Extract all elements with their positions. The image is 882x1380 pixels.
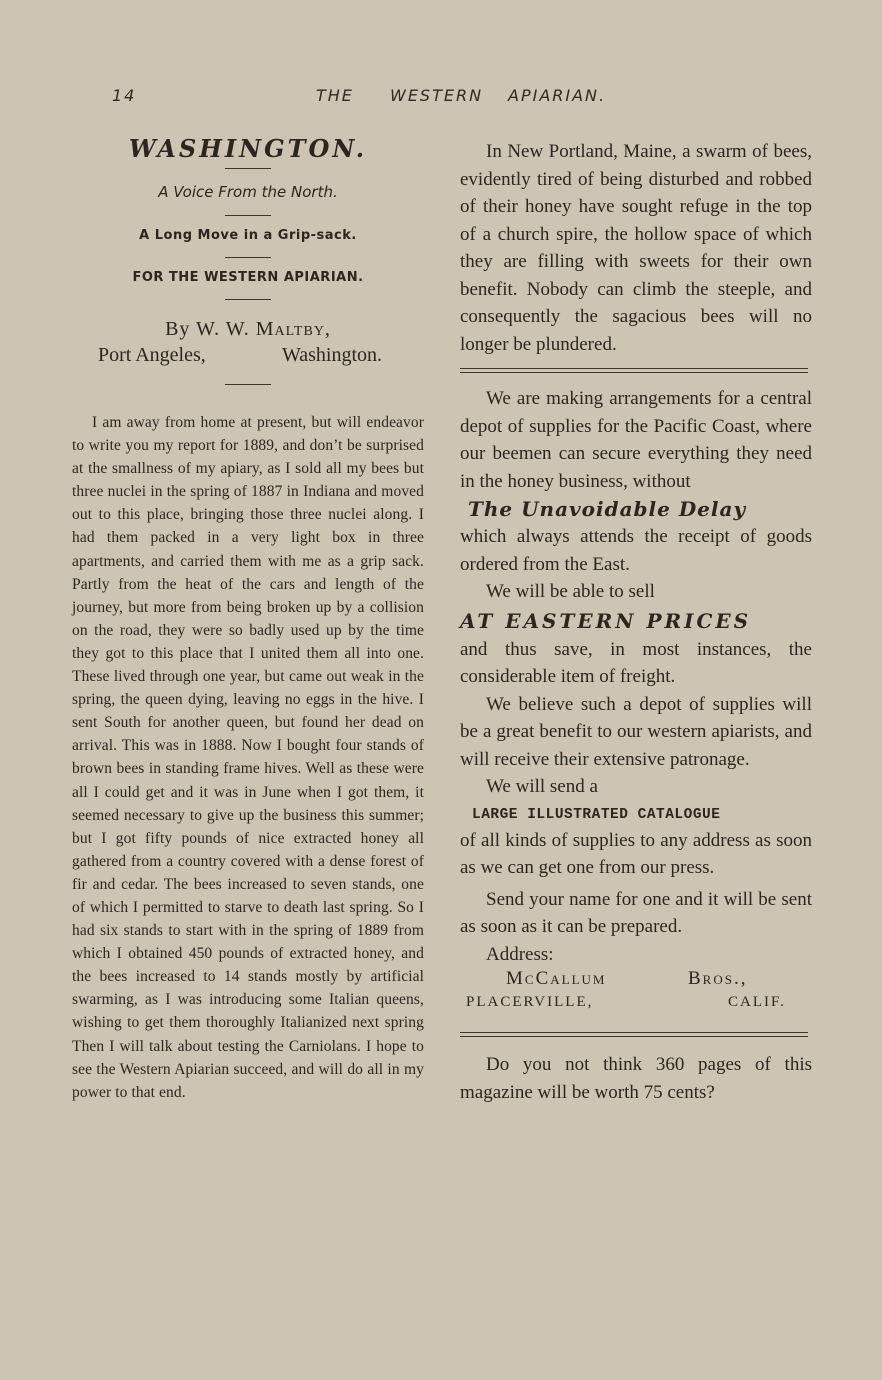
- ad-address-label: Address:: [486, 943, 554, 965]
- right-column: [460, 138, 812, 1106]
- ad-paragraph: of all kinds of supplies to any address as soon as we can get one from our press.: [460, 829, 812, 878]
- article-subhead: A Long Move in a Grip-sack.: [139, 228, 357, 243]
- article-title: WASHINGTON.: [128, 134, 368, 163]
- ad-display-line: AT EASTERN PRICES: [460, 608, 752, 633]
- ad-display-line: The Unavoidable Delay: [468, 497, 747, 521]
- ad-paragraph: which always attends the receipt of goods ordered from the East.: [460, 526, 812, 575]
- ad-paragraph: Send your name for one and it will be sent as soon as it can be prepared.: [460, 888, 812, 937]
- ad-paragraph: and thus save, in most instances, the considerable item of freight.: [460, 638, 812, 687]
- ad-paragraph: We are making arrangements for a central depot of supplies for the Pacific Coast, where our beemen can secure everything they need in the honey business, without: [460, 388, 812, 492]
- divider: [225, 215, 271, 216]
- author-location: [72, 344, 424, 374]
- header-title-word-2: WESTERN: [390, 86, 484, 105]
- closing-question: Do you not think 360 pages of this magazine will be worth 75 cents?: [460, 1054, 812, 1103]
- signature-name: McCallum: [506, 968, 607, 989]
- signature-name-2: Bros.,: [688, 968, 748, 989]
- location-state: Washington.: [282, 344, 383, 366]
- divider: [225, 257, 271, 258]
- page-number: 14: [112, 86, 137, 105]
- divider: [225, 384, 271, 385]
- header-title-word-1: THE: [316, 86, 354, 105]
- ad-signature: [460, 968, 812, 994]
- ad-catalogue-line: LARGE ILLUSTRATED CATALOGUE: [472, 806, 721, 823]
- author-surname: Maltby,: [255, 318, 331, 340]
- ad-signature-place: [460, 994, 812, 1020]
- location-city: Port Angeles,: [98, 344, 206, 366]
- divider: [225, 168, 271, 169]
- left-column: [72, 130, 424, 1119]
- author-byline: [72, 314, 424, 344]
- double-divider: [460, 1032, 808, 1037]
- ad-paragraph: We will be able to sell: [486, 581, 655, 602]
- running-header: [0, 86, 882, 110]
- ad-paragraph: We will send a: [486, 776, 598, 797]
- signature-state: CALIF.: [728, 994, 786, 1010]
- divider: [225, 299, 271, 300]
- article-subtitle: A Voice From the North.: [158, 183, 338, 201]
- double-divider: [460, 368, 808, 373]
- article-body: I am away from home at present, but will endeavor to write you my report for 1889, and don’t be surprised at the smallness of my apiary, as I sold all my bees but three nuclei in the spring of 1887 in Indiana and moved out to this place, bringing those three nuclei along. I had them packed in a very light box in three apartments, and carried them with me as a grip sack. Partly from the heat of the cars and length of the journey, but more from being broken up by a collision on the road, they were so badly used up by the time they got to this place that I united them all into one. These lived through one year, but came out weak in the spring, the queen dying, leaving no eggs in the hive. I sent South for another queen, but found her dead on arrival. This was in 1888. Now I bought four stands of brown bees in standing frame hives. Well as these were all I could get and it was in June when I got them, it seemed necessary to give up the business this summer; but I got fifty pounds of nice extracted honey all gathered from a country covered with a dense forest of fir and cedar. The bees increased to seven stands, one of which I permitted to starve to death last spring. So I had six stands to start with in the spring of 1889 from which I obtained 450 pounds of extracted honey, and the bees increased to 14 stands mostly by artificial swarming, as I was introducing some Italian queens, wishing to get them thoroughly Italianized next spring Then I will talk about testing the Carniolans. I hope to see the Western Apiarian succeed, and will do all in my power to that end.: [72, 414, 424, 1101]
- header-title-word-3: APIARIAN.: [508, 86, 607, 105]
- news-item: In New Portland, Maine, a swarm of bees, evidently tired of being disturbed and robbed of their honey have sought refuge in the top of a church spire, the hollow space of which they are filling with sweets for their own benefit. Nobody can climb the steeple, and consequently the sagacious bees will no longer be plundered.: [460, 141, 812, 355]
- article-dedication: FOR THE WESTERN APIARIAN.: [132, 270, 364, 285]
- signature-city: PLACERVILLE,: [466, 994, 594, 1010]
- ad-paragraph: We believe such a depot of supplies will be a great benefit to our western apiarists, and will receive their extensive patronage.: [460, 693, 812, 770]
- byline-prefix: By W. W.: [165, 318, 250, 340]
